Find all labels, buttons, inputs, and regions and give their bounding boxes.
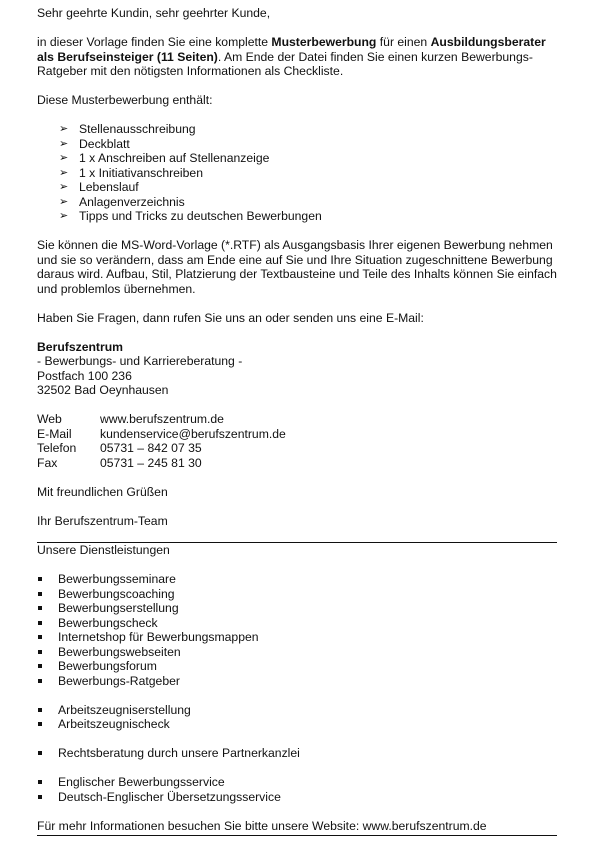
contents-item: ➢ 1 x Initiativanschreiben	[59, 165, 203, 180]
service-item: Arbeitszeugniserstellung	[37, 703, 557, 718]
contact-label: Telefon	[37, 441, 77, 455]
service-item: Englischer Bewerbungsservice	[37, 775, 557, 790]
company-tagline: - Bewerbungs- und Karriereberatung -	[37, 354, 243, 368]
square-bullet-icon	[38, 751, 42, 755]
square-bullet-icon	[38, 780, 42, 784]
contents-list	[37, 122, 557, 224]
footer	[37, 819, 557, 837]
contact-fax-value: 05731 – 245 81 30	[100, 455, 202, 470]
services-list-1	[37, 572, 557, 688]
address-block	[37, 340, 557, 398]
services-list-4	[37, 775, 557, 804]
contact-label: Fax	[37, 455, 58, 470]
square-bullet-icon	[38, 635, 42, 639]
intro-text-1: in dieser Vorlage finden Sie eine komplette	[37, 35, 272, 49]
closing: Mit freundlichen Grüßen	[37, 484, 168, 499]
address-city: 32502 Bad Oeynhausen	[37, 383, 169, 397]
contact-phone-value: 05731 – 842 07 35	[100, 441, 202, 455]
contact-row-web	[37, 412, 286, 427]
intro-bold-1: Musterbewerbung	[271, 35, 377, 49]
square-bullet-icon	[38, 679, 42, 683]
contents-item: ➢ Tipps und Tricks zu deutschen Bewerbungen	[59, 209, 322, 223]
usage-paragraph: Sie können die MS-Word-Vorlage (*.RTF) als Ausgangsbasis Ihrer eigenen Bewerbung nehmen und sie so verändern, dass am Ende eine auf Sie und Ihre Situation zugeschnittene Bewerbung daraus wird. Aufbau, Stil, Platzierung der Textbausteine und Teile des Inhalts können Sie einfach und problemlos übernehmen.	[37, 238, 557, 296]
square-bullet-icon	[38, 795, 42, 799]
intro-bold-2: Ausbildungsberater als Berufseinsteiger (11 Seiten)	[37, 35, 546, 64]
signature: Ihr Berufszentrum-Team	[37, 513, 168, 528]
contact-row-email	[37, 427, 286, 442]
service-item: Arbeitszeugnischeck	[37, 717, 557, 732]
contact-label: Web	[37, 412, 62, 426]
arrow-bullet-icon: ➢	[59, 123, 69, 135]
contents-item: ➢ Deckblatt	[59, 136, 130, 151]
square-bullet-icon	[38, 650, 42, 654]
service-item: Bewerbungs-Ratgeber	[37, 674, 557, 689]
contents-item: ➢ 1 x Anschreiben auf Stellenanzeige	[59, 151, 270, 165]
contact-table	[37, 412, 286, 470]
service-item: Rechtsberatung durch unsere Partnerkanzlei	[37, 746, 557, 761]
service-item: Bewerbungscoaching	[37, 587, 557, 602]
footer-text: Für mehr Informationen besuchen Sie bitte unsere Website: www.berufszentrum.de	[37, 818, 487, 833]
contents-heading: Diese Musterbewerbung enthält:	[37, 93, 213, 107]
service-item: Bewerbungswebseiten	[37, 645, 557, 660]
intro-text-2: für einen	[376, 35, 431, 49]
square-bullet-icon	[38, 708, 42, 712]
square-bullet-icon	[38, 621, 42, 625]
service-item: Deutsch-Englischer Übersetzungsservice	[37, 790, 557, 805]
service-item: Internetshop für Bewerbungsmappen	[37, 630, 557, 645]
square-bullet-icon	[38, 592, 42, 596]
service-item: Bewerbungscheck	[37, 616, 557, 631]
arrow-bullet-icon: ➢	[59, 181, 69, 193]
services-list-3	[37, 746, 557, 761]
company-name: Berufszentrum	[37, 339, 124, 354]
arrow-bullet-icon: ➢	[59, 137, 69, 150]
service-item: Bewerbungsseminare	[37, 572, 557, 587]
contents-item: ➢ Lebenslauf	[59, 180, 139, 194]
greeting: Sehr geehrte Kundin, sehr geehrter Kunde,	[37, 6, 271, 20]
square-bullet-icon	[38, 577, 42, 581]
address-street: Postfach 100 236	[37, 368, 132, 383]
arrow-bullet-icon: ➢	[59, 152, 69, 164]
contents-item: ➢ Stellenausschreibung	[59, 122, 196, 136]
contents-item: ➢ Anlagenverzeichnis	[59, 194, 185, 209]
intro-paragraph	[37, 35, 557, 79]
square-bullet-icon	[38, 664, 42, 668]
square-bullet-icon	[38, 722, 42, 726]
service-item: Bewerbungserstellung	[37, 601, 557, 616]
contact-web-link[interactable]: www.berufszentrum.de	[100, 412, 224, 426]
service-item: Bewerbungsforum	[37, 659, 557, 674]
document-page	[37, 6, 557, 836]
contact-email-link[interactable]: kundenservice@berufszentrum.de	[100, 426, 286, 441]
arrow-bullet-icon: ➢	[59, 166, 69, 179]
intro-text-3: . Am Ende der Datei finden Sie einen kurzen Bewerbungs-Ratgeber mit den nötigsten Informationen als Checkliste.	[37, 49, 533, 78]
contact-row-phone	[37, 441, 286, 456]
arrow-bullet-icon: ➢	[59, 195, 69, 208]
arrow-bullet-icon: ➢	[59, 210, 69, 222]
contact-label: E-Mail	[37, 426, 72, 441]
services-heading: Unsere Dienstleistungen	[37, 543, 170, 557]
questions-line: Haben Sie Fragen, dann rufen Sie uns an oder senden uns eine E-Mail:	[37, 310, 424, 325]
contact-row-fax	[37, 456, 286, 471]
square-bullet-icon	[38, 606, 42, 610]
services-list-2	[37, 703, 557, 732]
